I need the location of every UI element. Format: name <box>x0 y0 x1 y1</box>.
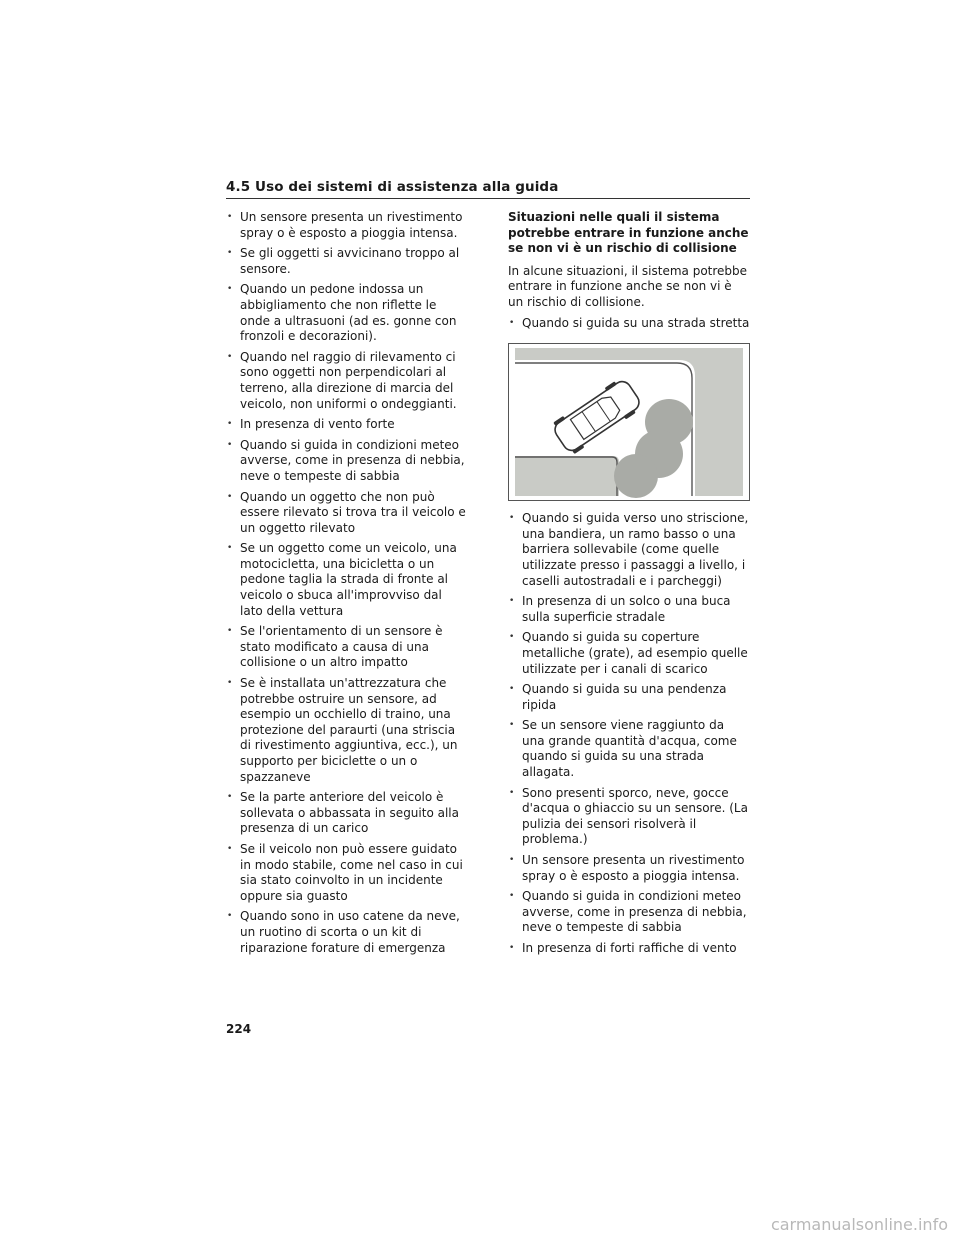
list-item: • Quando si guida in condizioni meteo avverse, come in presenza di nebbia, neve o tempeste di sabbia <box>226 438 468 485</box>
left-bullet-list <box>226 210 468 956</box>
list-item: • Se il veicolo non può essere guidato in modo stabile, come nel caso in cui sia stato coinvolto in un incidente oppure sia guasto <box>226 842 468 904</box>
list-item: • Quando si guida in condizioni meteo avverse, come in presenza di nebbia, neve o tempeste di sabbia <box>508 889 750 936</box>
right-column <box>508 210 750 962</box>
list-item: • Quando si guida verso uno striscione, una bandiera, un ramo basso o una barriera sollevabile (come quelle utilizzate presso i passaggi a livello, i caselli autostradali e i parcheggi) <box>508 511 750 589</box>
list-item: • Quando si guida su una pendenza ripida <box>508 682 750 713</box>
list-item: • Quando nel raggio di rilevamento ci sono oggetti non perpendicolari al terreno, alla direzione di marcia del veicolo, non uniformi o ondeggianti. <box>226 350 468 412</box>
list-item: • Un sensore presenta un rivestimento spray o è esposto a pioggia intensa. <box>508 853 750 884</box>
list-item: • Se un sensore viene raggiunto da una grande quantità d'acqua, come quando si guida su una strada allagata. <box>508 718 750 780</box>
list-item: • Se l'orientamento di un sensore è stato modificato a causa di una collisione o un altro impatto <box>226 624 468 671</box>
list-item: • Se un oggetto come un veicolo, una motocicletta, una bicicletta o un pedone taglia la strada di fronte al veicolo o sbuca all'improvviso dal lato della vettura <box>226 541 468 619</box>
right-bullet-list-top <box>508 316 750 332</box>
list-item: • Quando sono in uso catene da neve, un ruotino di scorta o un kit di riparazione forature di emergenza <box>226 909 468 956</box>
illustration-svg <box>509 344 749 500</box>
right-bullet-list <box>508 511 750 956</box>
list-item: • Un sensore presenta un rivestimento spray o è esposto a pioggia intensa. <box>226 210 468 241</box>
list-item: • Se gli oggetti si avvicinano troppo al sensore. <box>226 246 468 277</box>
narrow-road-illustration <box>508 343 750 501</box>
list-item: • Quando si guida su coperture metalliche (grate), ad esempio quelle utilizzate per i canali di scarico <box>508 630 750 677</box>
list-item: • In presenza di un solco o una buca sulla superficie stradale <box>508 594 750 625</box>
list-item: • Quando un pedone indossa un abbigliamento che non riflette le onde a ultrasuoni (ad es. gonne con fronzoli e decorazioni). <box>226 282 468 344</box>
subsection-title: Situazioni nelle quali il sistema potrebbe entrare in funzione anche se non vi è un rischio di collisione <box>508 210 749 256</box>
list-item: • Se è installata un'attrezzatura che potrebbe ostruire un sensore, ad esempio un occhiello di traino, una protezione del paraurti (una striscia di rivestimento aggiuntiva, ecc.), un supporto per biciclette o un o spazzaneve <box>226 676 468 785</box>
list-item: • Quando si guida su una strada stretta <box>508 316 750 332</box>
list-item: • Quando un oggetto che non può essere rilevato si trova tra il veicolo e un oggetto rilevato <box>226 490 468 537</box>
page-number: 224 <box>226 1022 252 1036</box>
list-item: • In presenza di vento forte <box>226 417 468 433</box>
list-item: • Se la parte anteriore del veicolo è sollevata o abbassata in seguito alla presenza di un carico <box>226 790 468 837</box>
sensor-zone-rear <box>614 454 658 498</box>
left-column <box>226 210 468 961</box>
list-item: • In presenza di forti raffiche di vento <box>508 941 750 957</box>
intro-paragraph: In alcune situazioni, il sistema potrebbe entrare in funzione anche se non vi è un rischio di collisione. <box>508 263 748 309</box>
watermark: carmanualsonline.info <box>770 1215 948 1234</box>
section-heading: 4.5 Uso dei sistemi di assistenza alla guida <box>226 179 559 195</box>
page-header <box>226 179 750 199</box>
list-item: • Sono presenti sporco, neve, gocce d'acqua o ghiaccio su un sensore. (La pulizia dei sensori risolverà il problema.) <box>508 786 750 848</box>
